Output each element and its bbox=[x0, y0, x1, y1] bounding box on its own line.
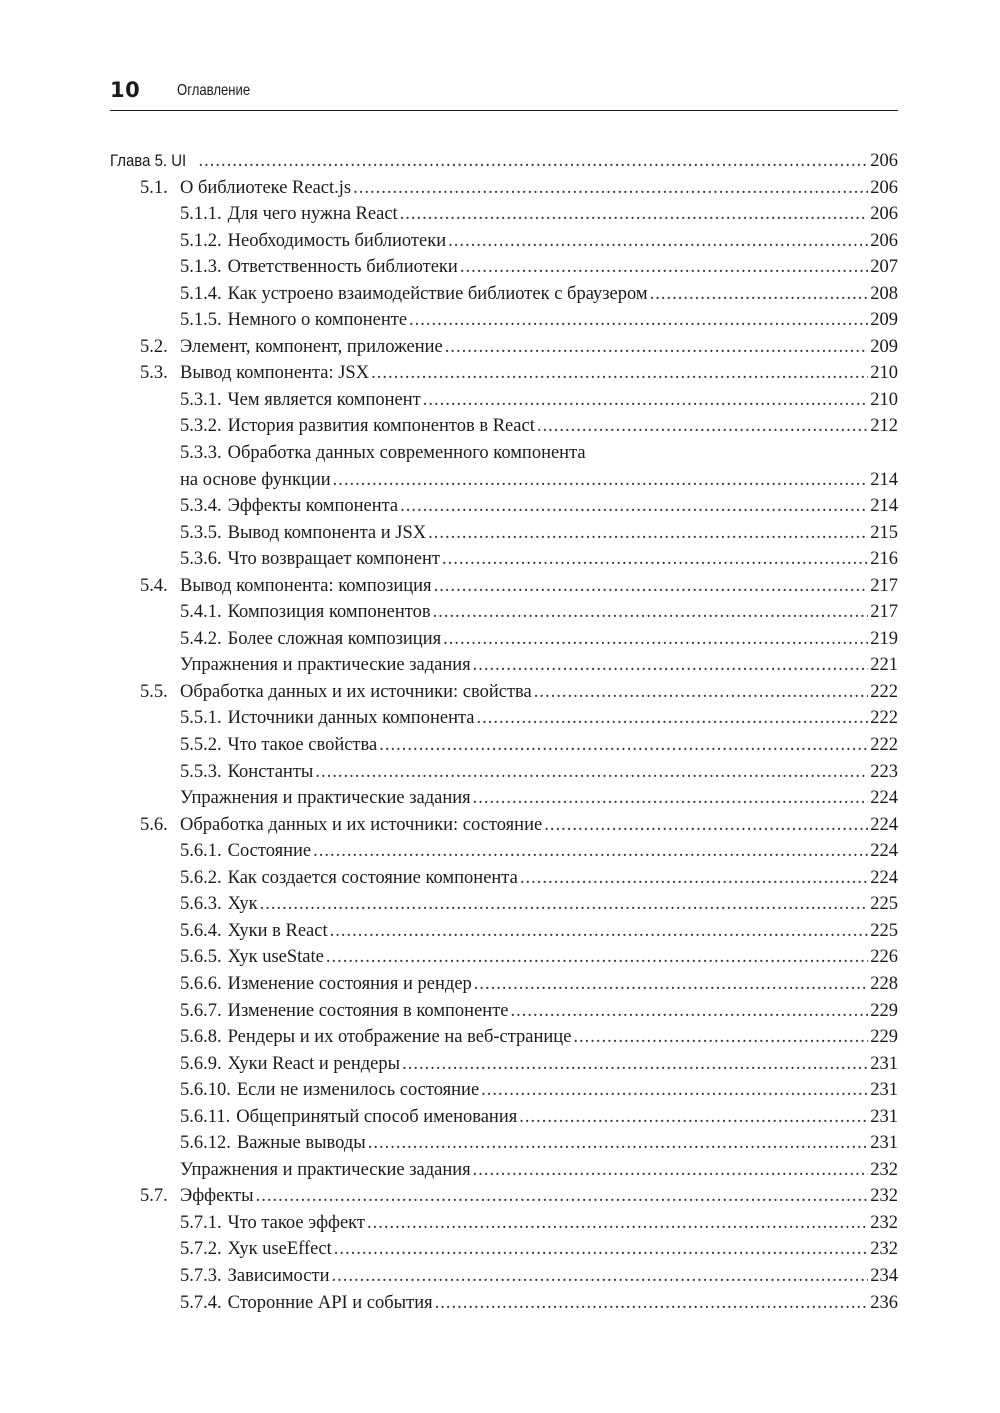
page-ref: 228 bbox=[870, 973, 898, 994]
entry-title: Сторонние API и события bbox=[227, 1292, 433, 1313]
page-ref: 231 bbox=[870, 1080, 898, 1101]
entry-row bbox=[180, 467, 898, 494]
entry-number: 5.3. bbox=[140, 363, 168, 384]
page-ref: 206 bbox=[870, 204, 898, 225]
toc-entry bbox=[110, 1263, 898, 1290]
dot-leader bbox=[448, 228, 868, 255]
dot-leader bbox=[400, 493, 868, 520]
toc-entry bbox=[110, 1051, 898, 1078]
page-ref: 232 bbox=[870, 1159, 898, 1180]
page-ref: 231 bbox=[870, 1053, 898, 1074]
dot-leader bbox=[256, 1183, 869, 1210]
dot-leader bbox=[434, 573, 869, 600]
entry-row bbox=[180, 599, 898, 626]
page-ref: 225 bbox=[870, 920, 898, 941]
entry-row bbox=[180, 1077, 898, 1104]
page-ref: 231 bbox=[870, 1133, 898, 1154]
entry-number: 5.6.3. bbox=[180, 894, 222, 915]
entry-number: 5.7. bbox=[140, 1186, 168, 1207]
toc-entry bbox=[110, 971, 898, 998]
toc-entry bbox=[110, 891, 898, 918]
entry-title: Обработка данных и их источники: состояние bbox=[180, 814, 543, 835]
running-header bbox=[110, 72, 898, 111]
entry-title: Упражнения и практические задания bbox=[180, 788, 471, 809]
entry-title: Зависимости bbox=[227, 1265, 330, 1286]
entry-title: Хуки React и рендеры bbox=[227, 1053, 401, 1074]
toc-entry bbox=[110, 520, 898, 547]
entry-number: 5.4. bbox=[140, 575, 168, 596]
dot-leader bbox=[433, 599, 869, 626]
entry-row bbox=[180, 1130, 898, 1157]
dot-leader bbox=[326, 944, 868, 971]
entry-row bbox=[180, 759, 898, 786]
entry-row bbox=[140, 360, 898, 387]
toc-entry bbox=[110, 1024, 898, 1051]
dot-leader bbox=[520, 865, 868, 892]
entry-number: 5.5.1. bbox=[180, 708, 222, 729]
page-ref: 229 bbox=[870, 1027, 898, 1048]
entry-row bbox=[180, 307, 898, 334]
dot-leader bbox=[473, 785, 869, 812]
toc-entry bbox=[110, 334, 898, 361]
page-ref: 224 bbox=[870, 841, 898, 862]
entry-number: 5.7.1. bbox=[180, 1212, 222, 1233]
table-of-contents bbox=[110, 148, 898, 1316]
entry-title: Изменение состояния в компоненте bbox=[227, 1000, 509, 1021]
entry-row bbox=[180, 413, 898, 440]
dot-leader bbox=[331, 1263, 868, 1290]
page-ref: 222 bbox=[870, 708, 898, 729]
entry-title: на основе функции bbox=[180, 469, 331, 490]
toc-entry bbox=[110, 759, 898, 786]
toc-entry bbox=[110, 705, 898, 732]
entry-number: 5.5. bbox=[140, 681, 168, 702]
entry-number: 5.1.1. bbox=[180, 204, 222, 225]
entry-row bbox=[140, 175, 898, 202]
dot-leader bbox=[443, 626, 868, 653]
toc-chapter-entry bbox=[110, 148, 898, 175]
page-ref: 214 bbox=[870, 469, 898, 490]
toc-entry bbox=[110, 918, 898, 945]
dot-leader bbox=[650, 281, 869, 308]
entry-number: 5.5.3. bbox=[180, 761, 222, 782]
page-number: 10 bbox=[110, 78, 141, 102]
dot-leader bbox=[481, 1077, 868, 1104]
entry-title: История развития компонентов в React bbox=[227, 416, 535, 437]
entry-title: Чем является компонент bbox=[227, 389, 421, 410]
entry-number: 5.1.3. bbox=[180, 257, 222, 278]
entry-title-part: Обработка данных современного компонента bbox=[227, 443, 586, 464]
toc-entry bbox=[110, 944, 898, 971]
entry-title: Для чего нужна React bbox=[227, 204, 398, 225]
page-ref: 206 bbox=[870, 151, 898, 171]
entry-number: 5.6.8. bbox=[180, 1027, 222, 1048]
dot-leader bbox=[537, 413, 868, 440]
entry-row bbox=[180, 254, 898, 281]
toc-entry bbox=[110, 679, 898, 706]
entry-title: Общепринятый способ именования bbox=[236, 1106, 518, 1127]
entry-row bbox=[180, 865, 898, 892]
entry-title-first-line bbox=[180, 440, 898, 467]
entry-number: 5.6.7. bbox=[180, 1000, 222, 1021]
entry-title: Хук useState bbox=[227, 947, 324, 968]
entry-number: 5.1. bbox=[140, 177, 168, 198]
entry-row bbox=[180, 201, 898, 228]
toc-entry bbox=[110, 1290, 898, 1317]
dot-leader bbox=[400, 201, 869, 228]
entry-title: Упражнения и практические задания bbox=[180, 655, 471, 676]
entry-title: Рендеры и их отображение на веб-странице bbox=[227, 1027, 572, 1048]
toc-entry bbox=[110, 440, 898, 493]
entry-row bbox=[180, 998, 898, 1025]
entry-row bbox=[180, 1263, 898, 1290]
entry-number: 5.6.4. bbox=[180, 920, 222, 941]
toc-entry bbox=[110, 1130, 898, 1157]
entry-row bbox=[180, 971, 898, 998]
page-ref: 217 bbox=[870, 575, 898, 596]
entry-number: 5.3.4. bbox=[180, 496, 222, 517]
page-ref: 232 bbox=[870, 1239, 898, 1260]
entry-title: Источники данных компонента bbox=[227, 708, 475, 729]
toc-entry bbox=[110, 1157, 898, 1184]
dot-leader bbox=[534, 679, 868, 706]
entry-title: Эффекты компонента bbox=[227, 496, 399, 517]
dot-leader bbox=[573, 1024, 868, 1051]
page-ref: 232 bbox=[870, 1212, 898, 1233]
entry-number: 5.6. bbox=[140, 814, 168, 835]
page-ref: 207 bbox=[870, 257, 898, 278]
entry-number: 5.2. bbox=[140, 336, 168, 357]
entry-number: 5.3.3. bbox=[180, 443, 222, 464]
entry-row bbox=[180, 918, 898, 945]
entry-title: Как создается состояние компонента bbox=[227, 867, 518, 888]
dot-leader bbox=[473, 652, 869, 679]
page-ref: 206 bbox=[870, 230, 898, 251]
entry-number: 5.6.6. bbox=[180, 973, 222, 994]
page-ref: 208 bbox=[870, 283, 898, 304]
dot-leader bbox=[477, 705, 869, 732]
entry-row bbox=[180, 944, 898, 971]
dot-leader bbox=[460, 254, 868, 281]
entry-title: Композиция компонентов bbox=[227, 602, 431, 623]
entry-number: 5.4.2. bbox=[180, 628, 222, 649]
toc-entry bbox=[110, 413, 898, 440]
entry-row bbox=[180, 838, 898, 865]
page-ref: 219 bbox=[870, 628, 898, 649]
page-ref: 222 bbox=[870, 681, 898, 702]
page-ref: 226 bbox=[870, 947, 898, 968]
entry-number: 5.7.2. bbox=[180, 1239, 222, 1260]
toc-entry bbox=[110, 201, 898, 228]
entry-number: 5.4.1. bbox=[180, 602, 222, 623]
dot-leader bbox=[423, 387, 869, 414]
entry-title: Элемент, компонент, приложение bbox=[180, 336, 443, 357]
entry-number: 5.1.5. bbox=[180, 310, 222, 331]
entry-row bbox=[180, 732, 898, 759]
entry-title: Что возвращает компонент bbox=[227, 549, 441, 570]
toc-entry bbox=[110, 1210, 898, 1237]
entry-title: Вывод компонента: JSX bbox=[180, 363, 370, 384]
entry-row bbox=[180, 520, 898, 547]
toc-entry bbox=[110, 652, 898, 679]
entry-number: 5.6.9. bbox=[180, 1053, 222, 1074]
page-ref: 223 bbox=[870, 761, 898, 782]
entry-row bbox=[180, 652, 898, 679]
dot-leader bbox=[428, 520, 868, 547]
page-ref: 234 bbox=[870, 1265, 898, 1286]
entry-number: 5.6.2. bbox=[180, 867, 222, 888]
page-ref: 224 bbox=[870, 788, 898, 809]
entry-title: Хуки в React bbox=[227, 920, 328, 941]
page-ref: 206 bbox=[870, 177, 898, 198]
toc-entry bbox=[110, 998, 898, 1025]
entry-row bbox=[140, 679, 898, 706]
dot-leader bbox=[519, 1104, 868, 1131]
page-ref: 225 bbox=[870, 894, 898, 915]
entry-row bbox=[180, 1051, 898, 1078]
entry-title: Ответственность библиотеки bbox=[227, 257, 458, 278]
page-ref: 231 bbox=[870, 1106, 898, 1127]
dot-leader bbox=[353, 175, 868, 202]
entry-row bbox=[140, 812, 898, 839]
entry-title: Важные выводы bbox=[236, 1133, 366, 1154]
page-ref: 210 bbox=[870, 389, 898, 410]
toc-entry bbox=[110, 175, 898, 202]
dot-leader bbox=[435, 1290, 869, 1317]
dot-leader bbox=[371, 360, 868, 387]
entry-title: Вывод компонента и JSX bbox=[227, 522, 427, 543]
entry-title: Если не изменилось состояние bbox=[236, 1080, 480, 1101]
dot-leader bbox=[367, 1210, 868, 1237]
entry-title: Хук bbox=[227, 894, 258, 915]
entry-title: Изменение состояния и рендер bbox=[227, 973, 472, 994]
toc-entry bbox=[110, 573, 898, 600]
entry-row bbox=[180, 705, 898, 732]
toc-entry bbox=[110, 812, 898, 839]
dot-leader bbox=[473, 1157, 869, 1184]
entry-number: 5.6.12. bbox=[180, 1133, 231, 1154]
page-ref: 212 bbox=[870, 416, 898, 437]
entry-title: Что такое свойства bbox=[227, 735, 378, 756]
toc-entry bbox=[110, 865, 898, 892]
entry-title: Необходимость библиотеки bbox=[227, 230, 447, 251]
entry-row bbox=[180, 1104, 898, 1131]
entry-row bbox=[180, 1157, 898, 1184]
entry-title: О библиотеке React.js bbox=[180, 177, 352, 198]
toc-entry bbox=[110, 254, 898, 281]
entry-row bbox=[180, 228, 898, 255]
entry-row bbox=[180, 281, 898, 308]
page-ref: 216 bbox=[870, 549, 898, 570]
running-title: Оглавление bbox=[177, 82, 251, 99]
page-ref: 221 bbox=[870, 655, 898, 676]
entry-number: 5.6.10. bbox=[180, 1080, 231, 1101]
entry-row bbox=[180, 891, 898, 918]
entry-row bbox=[180, 387, 898, 414]
entry-number: 5.7.3. bbox=[180, 1265, 222, 1286]
entry-number: 5.3.2. bbox=[180, 416, 222, 437]
page-ref: 209 bbox=[870, 336, 898, 357]
toc-entry bbox=[110, 228, 898, 255]
entry-row bbox=[180, 1236, 898, 1263]
toc-entry bbox=[110, 387, 898, 414]
dot-leader bbox=[368, 1130, 869, 1157]
entry-title: Более сложная композиция bbox=[227, 628, 442, 649]
entry-title: Вывод компонента: композиция bbox=[180, 575, 432, 596]
entry-title: Немного о компоненте bbox=[227, 310, 408, 331]
dot-leader bbox=[544, 812, 868, 839]
dot-leader bbox=[511, 998, 869, 1025]
page-ref: 229 bbox=[870, 1000, 898, 1021]
entry-row bbox=[180, 1024, 898, 1051]
entry-title: Состояние bbox=[227, 841, 312, 862]
dot-leader bbox=[199, 148, 869, 175]
page-ref: 232 bbox=[870, 1186, 898, 1207]
entry-number: 5.3.6. bbox=[180, 549, 222, 570]
page-ref: 224 bbox=[870, 867, 898, 888]
entry-number: 5.6.5. bbox=[180, 947, 222, 968]
entry-title: Что такое эффект bbox=[227, 1212, 365, 1233]
entry-row bbox=[180, 1210, 898, 1237]
dot-leader bbox=[260, 891, 869, 918]
entry-row bbox=[140, 334, 898, 361]
toc-entry bbox=[110, 546, 898, 573]
entry-row bbox=[180, 626, 898, 653]
entry-row bbox=[180, 546, 898, 573]
entry-number: 5.3.5. bbox=[180, 522, 222, 543]
toc-entry bbox=[110, 360, 898, 387]
entry-title: Как устроено взаимодействие библиотек с браузером bbox=[227, 283, 648, 304]
dot-leader bbox=[442, 546, 868, 573]
toc-entry bbox=[110, 838, 898, 865]
entry-number: 5.6.1. bbox=[180, 841, 222, 862]
entry-row bbox=[180, 493, 898, 520]
entry-number: 5.1.2. bbox=[180, 230, 222, 251]
toc-entry bbox=[110, 1236, 898, 1263]
page-ref: 214 bbox=[870, 496, 898, 517]
page-ref: 210 bbox=[870, 363, 898, 384]
entry-row bbox=[140, 573, 898, 600]
dot-leader bbox=[313, 838, 868, 865]
page-ref: 224 bbox=[870, 814, 898, 835]
toc-entry bbox=[110, 281, 898, 308]
toc-entry bbox=[110, 599, 898, 626]
entry-row bbox=[180, 785, 898, 812]
page-ref: 215 bbox=[870, 522, 898, 543]
entry-title: Константы bbox=[227, 761, 314, 782]
entry-title: Эффекты bbox=[180, 1186, 254, 1207]
page-ref: 236 bbox=[870, 1292, 898, 1313]
toc-entry bbox=[110, 1104, 898, 1131]
dot-leader bbox=[330, 918, 869, 945]
entry-number: 5.7.4. bbox=[180, 1292, 222, 1313]
entry-title: Упражнения и практические задания bbox=[180, 1159, 471, 1180]
dot-leader bbox=[379, 732, 868, 759]
toc-entry bbox=[110, 1077, 898, 1104]
entry-row bbox=[140, 1183, 898, 1210]
toc-entry bbox=[110, 626, 898, 653]
entry-number: 5.6.11. bbox=[180, 1106, 231, 1127]
page-ref: 209 bbox=[870, 310, 898, 331]
dot-leader bbox=[445, 334, 868, 361]
entry-title: Обработка данных и их источники: свойства bbox=[180, 681, 532, 702]
dot-leader bbox=[409, 307, 868, 334]
dot-leader bbox=[334, 1236, 869, 1263]
toc-entry bbox=[110, 493, 898, 520]
entry-number: 5.1.4. bbox=[180, 283, 222, 304]
dot-leader bbox=[402, 1051, 868, 1078]
toc-entry bbox=[110, 785, 898, 812]
toc-entry bbox=[110, 732, 898, 759]
entry-row bbox=[180, 1290, 898, 1317]
chapter-title: Глава 5. UI bbox=[110, 151, 187, 170]
dot-leader bbox=[315, 759, 868, 786]
dot-leader bbox=[333, 467, 869, 494]
toc-entry bbox=[110, 1183, 898, 1210]
page-ref: 217 bbox=[870, 602, 898, 623]
toc-entry bbox=[110, 307, 898, 334]
entry-number: 5.3.1. bbox=[180, 389, 222, 410]
dot-leader bbox=[474, 971, 868, 998]
page-ref: 222 bbox=[870, 735, 898, 756]
entry-number: 5.5.2. bbox=[180, 735, 222, 756]
entry-title: Хук useEffect bbox=[227, 1239, 332, 1260]
